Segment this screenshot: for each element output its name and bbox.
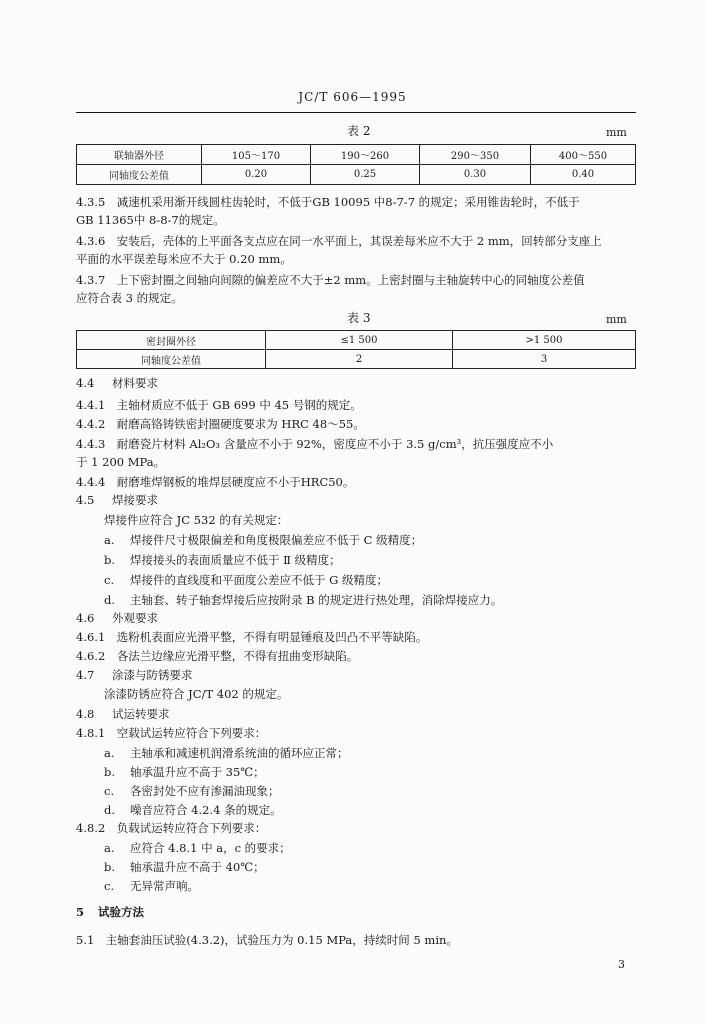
section-title: 试验方法	[98, 905, 144, 919]
section-number: 4.8	[76, 707, 95, 721]
table3-unit: mm	[606, 313, 627, 326]
table-cell: 290～350	[420, 145, 531, 165]
table3	[76, 330, 636, 369]
table-cell: 0.40	[531, 165, 636, 185]
table-cell: >1 500	[453, 331, 636, 350]
table-cell: 2	[266, 350, 453, 369]
table2-caption: 表 2	[347, 124, 371, 138]
list-text: 焊接件尺寸极限偏差和角度极限偏差应不低于 C 级精度；	[130, 533, 423, 547]
table-cell: 3	[453, 350, 636, 369]
section-title: 材料要求	[112, 376, 158, 390]
clause-4-4-1: 4.4.1 主轴材质应不低于 GB 699 中 45 号钢的规定。	[76, 398, 362, 412]
section-4-7-heading	[76, 665, 193, 685]
clause-5-1: 5.1 主轴套油压试验(4.3.2)，试验压力为 0.15 MPa，持续时间 5 min。	[76, 933, 458, 947]
page-number: 3	[618, 958, 625, 971]
table-row	[77, 165, 636, 185]
list-label: c.	[104, 879, 115, 893]
list-item	[104, 876, 199, 896]
list-text: 噪音应符合 4.2.4 条的规定。	[130, 803, 282, 817]
table2	[76, 144, 636, 185]
table-cell: 105～170	[202, 145, 311, 165]
list-text: 焊接件的直线度和平面度公差应不低于 G 级精度；	[130, 573, 388, 587]
section-number: 4.6	[76, 611, 95, 625]
list-label: c.	[104, 573, 115, 587]
list-item	[104, 550, 341, 570]
list-text: 轴承温升应不高于 35℃；	[130, 765, 265, 779]
section-number: 4.5	[76, 493, 95, 507]
list-label: a.	[104, 841, 115, 855]
list-text: 焊接接头的表面质量应不低于 Ⅱ 级精度；	[130, 553, 341, 567]
list-item	[104, 762, 265, 782]
clause-4-6-1: 4.6.1 选粉机表面应光滑平整，不得有明显锤痕及凹凸不平等缺陷。	[76, 630, 428, 644]
table3-caption: 表 3	[347, 311, 371, 325]
table-cell: 0.25	[311, 165, 420, 185]
clause-4-3-5-line2: GB 11365中 8-8-7的规定。	[76, 213, 225, 227]
list-item	[104, 590, 502, 610]
table-cell: 同轴度公差值	[77, 350, 266, 369]
table2-unit: mm	[606, 126, 627, 139]
list-label: a.	[104, 746, 115, 760]
section-4-7-text: 涂漆防锈应符合 JC/T 402 的规定。	[104, 687, 289, 701]
section-5-heading	[76, 902, 144, 922]
list-label: a.	[104, 533, 115, 547]
table-cell: 400～550	[531, 145, 636, 165]
list-item	[104, 743, 349, 763]
section-title: 试运转要求	[112, 707, 170, 721]
clause-4-8-1: 4.8.1 空载试运转应符合下列要求：	[76, 726, 267, 740]
clause-4-8-2: 4.8.2 负载试运转应符合下列要求：	[76, 821, 267, 835]
section-4-6-heading	[76, 608, 158, 628]
clause-4-3-7-line2: 应符合表 3 的规定。	[76, 291, 183, 305]
table-row	[77, 331, 636, 350]
clause-4-4-3-line1: 4.4.3 耐磨瓷片材料 Al₂O₃ 含量应不小于 92%，密度应不小于 3.5 g/cm³，抗压强度应不小	[76, 437, 554, 451]
list-item	[104, 838, 291, 858]
clause-4-3-6-line1: 4.3.6 安装后，壳体的上平面各支点应在同一水平面上，其误差每米应不大于 2 mm，回转部分支座上	[76, 234, 602, 248]
table-cell: ≤1 500	[266, 331, 453, 350]
list-text: 无异常声响。	[130, 879, 199, 893]
clause-4-4-2: 4.4.2 耐磨高铬铸铁密封圈硬度要求为 HRC 48～55。	[76, 417, 365, 431]
list-label: d.	[104, 803, 116, 817]
section-4-5-intro: 焊接件应符合 JC 532 的有关规定：	[104, 513, 289, 527]
list-label: b.	[104, 765, 116, 779]
list-item	[104, 530, 422, 550]
section-title: 涂漆与防锈要求	[112, 668, 193, 682]
list-text: 应符合 4.8.1 中 a，c 的要求；	[130, 841, 291, 855]
table-row	[77, 145, 636, 165]
list-label: c.	[104, 784, 115, 798]
section-number: 5	[76, 905, 85, 919]
list-label: b.	[104, 553, 116, 567]
list-text: 轴承温升应不高于 40℃；	[130, 860, 265, 874]
clause-4-6-2: 4.6.2 各法兰边缘应光滑平整，不得有扭曲变形缺陷。	[76, 649, 359, 663]
clause-4-3-6-line2: 平面的水平误差每米应不大于 0.20 mm。	[76, 252, 292, 266]
table-cell: 0.30	[420, 165, 531, 185]
table-cell: 联轴器外径	[77, 145, 202, 165]
table-cell: 0.20	[202, 165, 311, 185]
list-text: 各密封处不应有渗漏油现象；	[130, 784, 280, 798]
clause-4-4-4: 4.4.4 耐磨堆焊钢板的堆焊层硬度应不小于HRC50。	[76, 475, 355, 489]
section-4-5-heading	[76, 490, 158, 510]
table-cell: 同轴度公差值	[77, 165, 202, 185]
table-cell: 190～260	[311, 145, 420, 165]
table-cell: 密封圈外径	[77, 331, 266, 350]
list-item	[104, 800, 282, 820]
list-label: b.	[104, 860, 116, 874]
section-4-4-heading	[76, 373, 158, 393]
section-title: 焊接要求	[112, 493, 158, 507]
list-item	[104, 570, 388, 590]
clause-4-3-7-line1: 4.3.7 上下密封圈之间轴向间隙的偏差应不大于±2 mm。上密封圈与主轴旋转中心的同轴度公差值	[76, 273, 585, 287]
clause-4-3-5-line1: 4.3.5 减速机采用渐开线圆柱齿轮时，不低于GB 10095 中8-7-7 的规定；采用锥齿轮时，不低于	[76, 195, 580, 209]
list-text: 主轴套、转子轴套焊接后应按附录 B 的规定进行热处理，消除焊接应力。	[130, 593, 503, 607]
header-rule	[76, 112, 636, 113]
list-label: d.	[104, 593, 116, 607]
standard-header: JC/T 606—1995	[298, 90, 407, 104]
list-item	[104, 781, 280, 801]
section-number: 4.7	[76, 668, 95, 682]
table-row	[77, 350, 636, 369]
section-number: 4.4	[76, 376, 95, 390]
list-text: 主轴承和减速机润滑系统油的循环应正常；	[130, 746, 349, 760]
section-4-8-heading	[76, 704, 170, 724]
section-title: 外观要求	[112, 611, 158, 625]
clause-4-4-3-line2: 于 1 200 MPa。	[76, 455, 166, 469]
list-item	[104, 857, 265, 877]
